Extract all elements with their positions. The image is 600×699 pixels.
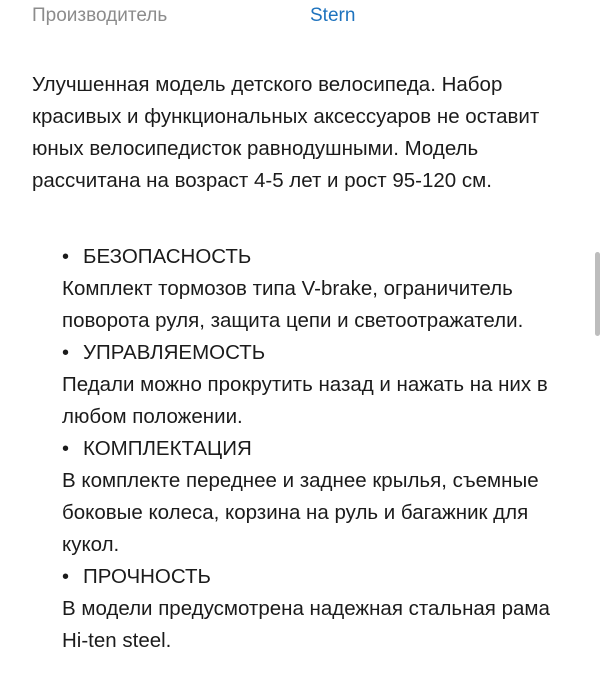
bullet-icon: • <box>62 438 70 460</box>
feature-item <box>62 337 562 433</box>
manufacturer-link[interactable]: Stern <box>310 5 356 26</box>
feature-title: БЕЗОПАСНОСТЬ <box>83 245 252 268</box>
feature-item <box>62 433 562 561</box>
feature-heading <box>62 337 562 369</box>
product-description: Улучшенная модель детского велосипеда. Набор красивых и функциональных аксессуаров не оставит юных велосипедисток равнодушными. Модель рассчитана на возраст 4-5 лет и рост 95-120 см. <box>32 73 540 192</box>
feature-title: УПРАВЛЯЕМОСТЬ <box>83 341 266 364</box>
feature-list <box>62 241 562 657</box>
feature-heading <box>62 241 562 273</box>
spec-label: Производитель <box>32 5 168 26</box>
bullet-icon: • <box>62 566 70 588</box>
bullet-icon: • <box>62 246 70 268</box>
feature-text: В модели предусмотрена надежная стальная рама Hi-ten steel. <box>62 597 550 652</box>
feature-text: Педали можно прокрутить назад и нажать на них в любом положении. <box>62 373 548 428</box>
feature-text: В комплекте переднее и заднее крылья, съемные боковые колеса, корзина на руль и багажник для кукол. <box>62 469 539 556</box>
feature-title: КОМПЛЕКТАЦИЯ <box>83 437 252 460</box>
bullet-icon: • <box>62 342 70 364</box>
feature-item <box>62 241 562 337</box>
feature-text: Комплект тормозов типа V-brake, ограничитель поворота руля, защита цепи и светоотражатели. <box>62 277 524 332</box>
feature-title: ПРОЧНОСТЬ <box>83 565 211 588</box>
scrollbar-thumb[interactable] <box>595 252 600 336</box>
feature-heading <box>62 433 562 465</box>
feature-item <box>62 561 562 657</box>
spec-row-manufacturer <box>32 2 600 30</box>
feature-heading <box>62 561 562 593</box>
